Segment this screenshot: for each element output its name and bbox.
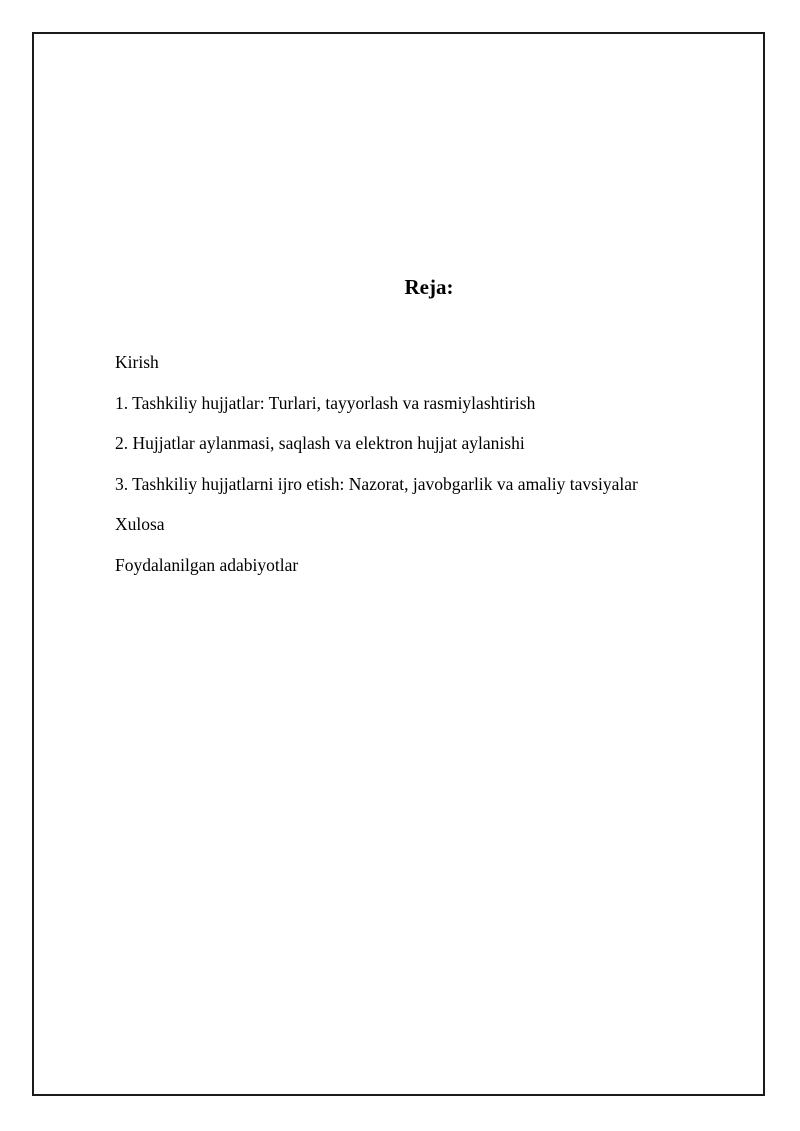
plan-item-chapter-3: 3. Tashkiliy hujjatlarni ijro etish: Nazorat, javobgarlik va amaliy tavsiyalar: [115, 473, 638, 494]
plan-list: [115, 351, 638, 594]
plan-item-conclusion: Xulosa: [115, 514, 165, 534]
plan-item-introduction: Kirish: [115, 352, 159, 372]
document-title: Reja:: [404, 275, 454, 299]
plan-item-references: Foydalanilgan adabiyotlar: [115, 554, 299, 575]
plan-item-chapter-2: 2. Hujjatlar aylanmasi, saqlash va elektron hujjat aylanishi: [115, 433, 525, 453]
plan-item-chapter-1: 1. Tashkiliy hujjatlar: Turlari, tayyorlash va rasmiylashtirish: [115, 392, 536, 413]
